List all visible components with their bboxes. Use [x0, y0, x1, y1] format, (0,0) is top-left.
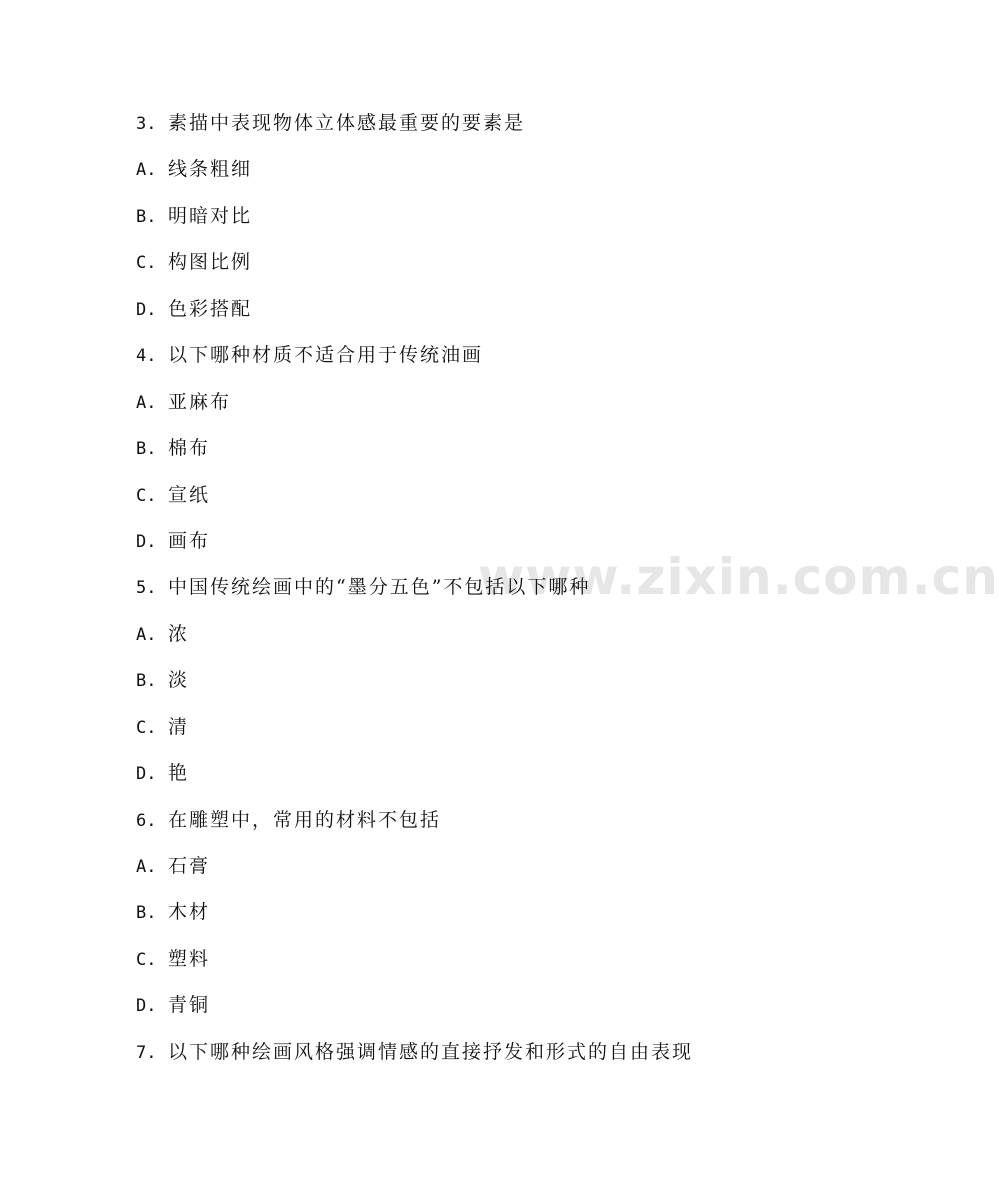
question-number: 7. — [136, 1043, 157, 1063]
option-label: D. — [136, 532, 157, 552]
option-text: 浓 — [168, 623, 190, 645]
question-text: 素描中表现物体立体感最重要的要素是 — [168, 112, 526, 134]
option-text: 亚麻布 — [168, 391, 232, 413]
option-b — [136, 668, 189, 693]
option-text: 色彩搭配 — [168, 298, 253, 320]
option-text: 线条粗细 — [168, 158, 253, 180]
question-text: 以下哪种材质不适合用于传统油画 — [168, 344, 484, 366]
option-label: B. — [136, 903, 157, 923]
question-5 — [136, 575, 590, 600]
option-label: C. — [136, 253, 157, 273]
option-b — [136, 900, 210, 925]
option-a — [136, 390, 231, 415]
option-a — [136, 854, 210, 879]
option-text: 棉布 — [168, 437, 211, 459]
option-c — [136, 947, 210, 972]
option-label: A. — [136, 393, 157, 413]
option-text: 明暗对比 — [168, 205, 253, 227]
option-text: 宣纸 — [168, 484, 211, 506]
option-d — [136, 529, 210, 554]
option-label: A. — [136, 625, 157, 645]
option-label: C. — [136, 950, 157, 970]
option-d — [136, 297, 252, 322]
option-label: D. — [136, 764, 157, 784]
question-7 — [136, 1040, 693, 1065]
question-number: 4. — [136, 346, 157, 366]
question-4 — [136, 343, 483, 368]
option-text: 构图比例 — [168, 251, 253, 273]
question-number: 6. — [136, 811, 157, 831]
question-text: 中国传统绘画中的“墨分五色”不包括以下哪种 — [168, 576, 591, 598]
option-c — [136, 250, 252, 275]
option-d — [136, 761, 189, 786]
option-c — [136, 483, 210, 508]
question-text: 以下哪种绘画风格强调情感的直接抒发和形式的自由表现 — [168, 1041, 694, 1063]
option-text: 木材 — [168, 901, 211, 923]
question-6 — [136, 808, 441, 833]
question-number: 3. — [136, 114, 157, 134]
option-text: 淡 — [168, 669, 190, 691]
watermark: www.zixin.com.cn — [478, 548, 999, 606]
option-b — [136, 204, 252, 229]
option-a — [136, 157, 252, 182]
question-3 — [136, 111, 525, 136]
option-text: 石膏 — [168, 855, 211, 877]
question-number: 5. — [136, 578, 157, 598]
option-label: C. — [136, 718, 157, 738]
option-label: B. — [136, 207, 157, 227]
option-text: 塑料 — [168, 948, 211, 970]
option-label: A. — [136, 160, 157, 180]
option-text: 艳 — [168, 762, 190, 784]
option-label: C. — [136, 486, 157, 506]
option-label: B. — [136, 439, 157, 459]
option-text: 青铜 — [168, 994, 211, 1016]
option-label: A. — [136, 857, 157, 877]
option-d — [136, 993, 210, 1018]
option-label: D. — [136, 996, 157, 1016]
option-b — [136, 436, 210, 461]
option-a — [136, 622, 189, 647]
option-text: 画布 — [168, 530, 211, 552]
option-c — [136, 715, 189, 740]
question-text: 在雕塑中，常用的材料不包括 — [168, 809, 442, 831]
option-label: D. — [136, 300, 157, 320]
option-label: B. — [136, 671, 157, 691]
option-text: 清 — [168, 716, 190, 738]
